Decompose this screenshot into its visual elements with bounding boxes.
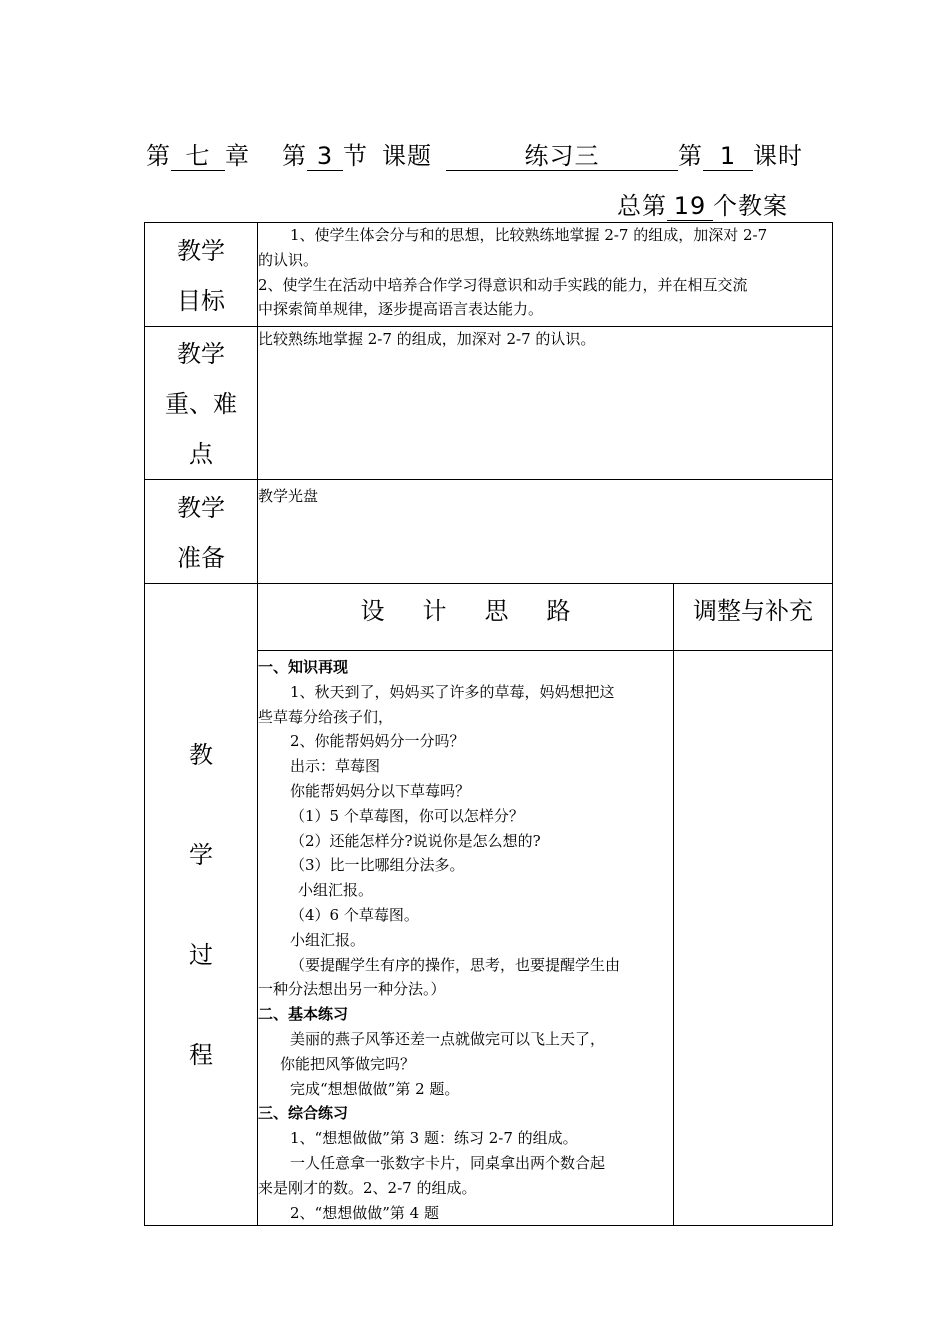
process-content: 一、知识再现 1、秋天到了，妈妈买了许多的草莓，妈妈想把这 些草莓分给孩子们， 2、你能帮妈妈分一分吗？ 出示：草莓图 你能帮妈妈分以下草莓吗？ （1）5 个草莓图，你可以怎样分？ （2）还能怎样分?说说你是怎么想的? （3）比一比哪组分法多。 小组汇报。 （4）6 个草莓图。 小组汇报。 （要提醒学生有序的操作，思考，也要提醒学生由 一种分法想出另一种分法。） 二、基本练习 美丽的燕子风筝还差一点就做完可以飞上天了， 你能把风筝做完吗？ 完成“想想做做”第 2 题。 三、综合练习 1、“想想做做”第 3 题：练习 2-7 的组成。 一人任意拿一张数字卡片，同桌拿出两个数合起 来是刚才的数。2、2-7 的组成。 2、“想想做做”第 4 题 (258, 651, 674, 1226)
header-line-2 (617, 186, 788, 221)
total-prefix: 总第 (617, 192, 667, 220)
key-points-label: 教学 重、难 点 (145, 327, 258, 480)
topic-value: 练习三 (446, 142, 678, 171)
chapter-prefix: 第 (146, 142, 171, 170)
chapter-value: 七 (171, 142, 225, 171)
preparation-content: 教学光盘 (258, 480, 833, 584)
preparation-label: 教学 准备 (145, 480, 258, 584)
lesson-plan-table (144, 222, 833, 1226)
objectives-label: 教学 目标 (145, 223, 258, 327)
chapter-suffix: 章 (225, 142, 250, 170)
process-header-row (145, 584, 833, 651)
objectives-row (145, 223, 833, 327)
lesson-prefix: 第 (678, 142, 703, 170)
key-points-content: 比较熟练地掌握 2-7 的组成，加深对 2-7 的认识。 (258, 327, 833, 480)
adjust-supplement-header: 调整与补充 (674, 584, 833, 651)
section-suffix: 节 (343, 142, 368, 170)
objectives-content: 1、使学生体会分与和的思想，比较熟练地掌握 2-7 的组成，加深对 2-7 的认识。 2、使学生在活动中培养合作学习得意识和动手实践的能力，并在相互交流 中探索简单规律，逐步提高语言表达能力。 (258, 223, 833, 327)
design-thinking-header: 设计思路 (258, 584, 674, 651)
preparation-row (145, 480, 833, 584)
lesson-value: 1 (703, 142, 753, 171)
topic-label: 课题 (382, 142, 432, 170)
adjust-supplement-content (674, 651, 833, 1226)
section-value: 3 (307, 142, 343, 171)
header-line-1 (146, 136, 803, 171)
process-label: 教 学 过 程 (145, 584, 258, 1226)
lesson-suffix: 课时 (753, 142, 803, 170)
total-suffix: 个教案 (713, 192, 788, 220)
total-value: 19 (667, 192, 713, 221)
key-points-row (145, 327, 833, 480)
section-prefix: 第 (282, 142, 307, 170)
